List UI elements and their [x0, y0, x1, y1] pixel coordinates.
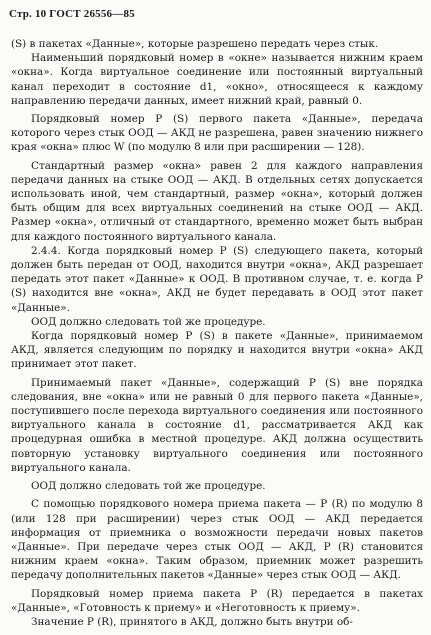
paragraph: Стандартный размер «окна» равен 2 для каждого направления передачи данных на стыке ООД — АКД. В отдельных сетях допускается использовать иной, чем стандартный, размер «окна», который должен быть общим для всех виртуальных соединений на стыке ООД — АКД. Размер «окна», отличный от стандартного, временно может быть выбран для каждого постоянного виртуального канала. — [11, 159, 423, 243]
paragraph: ООД должно следовать той же процедуре. — [31, 315, 266, 328]
body-text — [11, 37, 423, 629]
paragraph: С помощью порядкового номера приема пакета — P (R) по модулю 8 (или 128 при расширении) через стык ООД — АКД передается информация от приемника о возможности передачи новых пакетов «Данные». При передаче через стык ООД — АКД, P (R) становится нижним краем «окна». Таким образом, приемник может разрешить передачу дополнительных пакетов «Данные» через стык ООД — АКД. — [11, 498, 423, 582]
paragraph: Наименьший порядковый номер в «окне» называется нижним краем «окна». Когда виртуальное соединение или постоянный виртуальный канал переходит в состояние d1, «окно», относящееся к каждому направлению передачи данных, имеет нижний край, равный 0. — [11, 52, 423, 107]
paragraph: Принимаемый пакет «Данные», содержащий P (S) вне порядка следования, вне «окна» или не равный 0 для первого пакета «Данные», поступившего после перехода виртуального соединения или постоянного виртуального канала в состояние d1, рассматривается АКД как процедурная ошибка в местной процедуре. АКД должна осуществить повторную установку виртуального соединения или постоянного виртуального канала. — [11, 376, 423, 474]
paragraph: Когда порядковый номер P (S) в пакете «Данные», принимаемом АКД, является следующим по порядку и находится внутри «окна» АКД принимает этот пакет. — [11, 330, 423, 371]
paragraph: 2.4.4. Когда порядковый номер P (S) следующего пакета, который должен быть передан от ООД, находится внутри «окна», АКД разрешает передать этот пакет «Данные» к ООД. В противном случае, т. е. когда P (S) находится вне «окна», АКД не будет передавать в ООД этот пакет «Данные». — [11, 244, 423, 314]
paragraph: Порядковый номер P (S) первого пакета «Данные», передача которого через стык ООД — АКД не разрешена, равен значению нижнего края «окна» плюс W (по модулю 8 или при расширении — 128). — [11, 113, 423, 154]
paragraph: Порядковый номер приема пакета P (R) передается в пакетах «Данные», «Готовность к приему» и «Неготовность к приему». — [11, 587, 423, 614]
paragraph: Значение P (R), принятого в АКД, должно быть внутри об- — [31, 615, 353, 628]
page-header: Стр. 10 ГОСТ 26556—85 — [9, 8, 135, 20]
paragraph: ООД должно следовать той же процедуре. — [31, 480, 266, 493]
paragraph: (S) в пакетах «Данные», которые разрешено передать через стык. — [11, 38, 379, 50]
